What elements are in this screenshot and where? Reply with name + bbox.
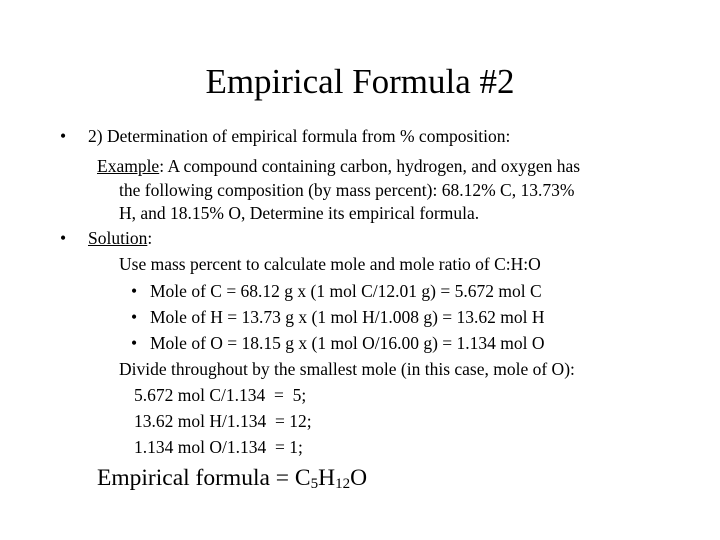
mole-c-line: Mole of C = 68.12 g x (1 mol C/12.01 g) = 5.672 mol C <box>150 281 542 301</box>
point1-heading: 2) Determination of empirical formula from % composition: <box>88 126 511 146</box>
example-text: : A compound containing carbon, hydrogen, and oxygen has <box>159 156 581 176</box>
mole-h-line: Mole of H = 13.73 g x (1 mol H/1.008 g) = 13.62 mol H <box>150 307 545 327</box>
example-line-2: the following composition (by mass percent): 68.12% C, 13.73% <box>119 180 575 200</box>
formula-subscript-h: 12 <box>335 476 351 492</box>
slide-title: Empirical Formula #2 <box>205 62 515 101</box>
divide-line: Divide throughout by the smallest mole (in this case, mole of O): <box>119 359 575 379</box>
empirical-formula-result <box>97 464 367 492</box>
bullet-marker: • <box>60 228 67 248</box>
sub-bullet-marker: • <box>131 333 138 353</box>
sub-bullet-marker: • <box>131 281 138 301</box>
formula-h: H <box>318 465 336 491</box>
mole-o-line: Mole of O = 18.15 g x (1 mol O/16.00 g) = 1.134 mol O <box>150 333 545 353</box>
bullet-marker: • <box>60 126 67 146</box>
ratio-c-line: 5.672 mol C/1.134 = 5; <box>134 385 307 405</box>
formula-o: O <box>350 465 368 491</box>
sub-bullet-marker: • <box>131 307 138 327</box>
ratio-h-line: 13.62 mol H/1.134 = 12; <box>134 411 312 431</box>
ratio-o-line: 1.134 mol O/1.134 = 1; <box>134 437 303 457</box>
example-label: Example <box>97 156 160 176</box>
solution-intro: Use mass percent to calculate mole and mole ratio of C:H:O <box>119 254 541 274</box>
formula-subscript-c: 5 <box>310 476 319 492</box>
example-line-3: H, and 18.15% O, Determine its empirical formula. <box>119 203 480 223</box>
example-line-1 <box>97 155 580 177</box>
solution-label: Solution <box>88 228 148 248</box>
solution-colon: : <box>147 228 153 248</box>
solution-heading <box>88 227 152 249</box>
formula-prefix: Empirical formula = C <box>97 465 311 491</box>
